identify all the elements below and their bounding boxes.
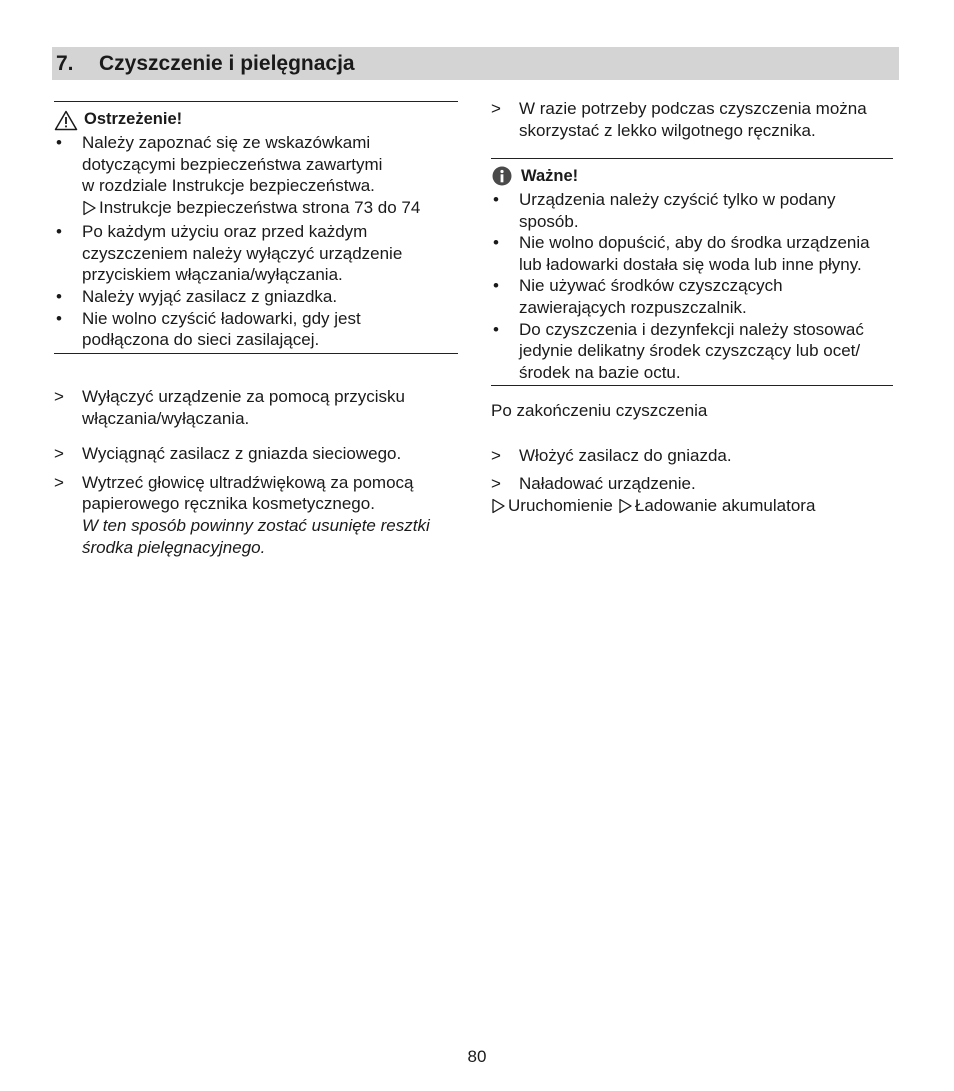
list-item: • Należy zapoznać się ze wskazówkami dotyczącymi bezpieczeństwa zawartymi w rozdziale Instrukcje bezpieczeństwa. Instrukcje bezpieczeństwa strona 73 do 74	[54, 132, 458, 221]
important-item-line: środek na bazie octu.	[519, 362, 681, 382]
warning-item-line: podłączona do sieci zasilającej.	[82, 330, 320, 350]
step-line: skorzystać z lekko wilgotnego ręcznika.	[519, 120, 816, 140]
list-item: • Nie wolno dopuścić, aby do środka urządzenia lub ładowarki dostała się woda lub inne płyny.	[491, 232, 893, 275]
left-steps	[54, 386, 458, 558]
important-box	[491, 158, 893, 386]
step-line: Wyłączyć urządzenie za pomocą przycisku	[82, 387, 405, 406]
cross-reference-text: Instrukcje bezpieczeństwa strona 73 do 74	[99, 197, 421, 217]
important-item-line: zawierających rozpuszczalnik.	[519, 297, 747, 317]
warning-item-line: dotyczącymi bezpieczeństwa zawartymi	[82, 154, 383, 174]
step-marker: >	[54, 444, 64, 464]
important-section	[491, 158, 893, 386]
list-item: • Po każdym użyciu oraz przed każdym czyszczeniem należy wyłączyć urządzenie przyciskiem włączania/wyłączania.	[54, 221, 458, 286]
step-note-line: W ten sposób powinny zostać usunięte resztki	[82, 515, 430, 535]
step-marker: >	[491, 445, 501, 465]
after-cleaning-title: Po zakończeniu czyszczenia	[491, 401, 708, 420]
important-list	[491, 189, 893, 383]
warning-header	[54, 108, 458, 132]
info-icon	[491, 166, 515, 188]
right-column	[491, 98, 893, 141]
step-item	[491, 445, 893, 467]
step-line: włączania/wyłączania.	[82, 408, 250, 428]
section-number: 7.	[56, 51, 74, 75]
step-line: Wyciągnąć zasilacz z gniazda sieciowego.	[82, 444, 402, 464]
list-item: • Urządzenia należy czyścić tylko w podany sposób.	[491, 189, 893, 232]
important-item-line: sposób.	[519, 211, 579, 231]
cross-reference-text: Uruchomienie	[508, 495, 613, 515]
step-marker: >	[54, 387, 64, 406]
step-item	[54, 443, 458, 465]
step-marker: >	[54, 472, 64, 492]
warning-item-line: Po każdym użyciu oraz przed każdym	[82, 222, 368, 242]
after-cleaning-section	[491, 400, 893, 519]
step-line: Naładować urządzenie.	[519, 474, 696, 494]
important-item-line: Do czyszczenia i dezynfekcji należy stosować	[519, 319, 864, 339]
step-line: Wytrzeć głowicę ultradźwiękową za pomocą	[82, 472, 414, 492]
page-number: 80	[467, 1047, 487, 1066]
important-item-line: lub ładowarki dostała się woda lub inne płyny.	[519, 254, 862, 274]
step-line: papierowego ręcznika kosmetycznego.	[82, 494, 375, 514]
important-item-line: Nie używać środków czyszczących	[519, 276, 783, 296]
step-item	[491, 473, 893, 495]
warning-title: Ostrzeżenie!	[84, 110, 183, 129]
arrow-right-icon	[82, 200, 97, 216]
important-header	[491, 165, 893, 189]
cross-reference	[82, 197, 420, 219]
important-item-line: Urządzenia należy czyścić tylko w podany	[519, 190, 836, 209]
warning-item-line: Nie wolno czyścić ładowarki, gdy jest	[82, 308, 361, 328]
warning-item-line: Należy wyjąć zasilacz z gniazdka.	[82, 286, 338, 306]
cross-reference-text: Ładowanie akumulatora	[634, 495, 816, 515]
warning-item-line: w rozdziale Instrukcje bezpieczeństwa.	[82, 176, 375, 196]
arrow-right-icon	[618, 498, 633, 514]
list-item: • Do czyszczenia i dezynfekcji należy stosować jedynie delikatny środek czyszczący lub ocet/ środek na bazie octu.	[491, 319, 893, 384]
warning-item-line: czyszczeniem należy wyłączyć urządzenie	[82, 243, 403, 263]
step-line: W razie potrzeby podczas czyszczenia można	[519, 99, 867, 118]
section-heading	[52, 47, 899, 80]
step-item	[54, 472, 458, 558]
warning-item-line: przyciskiem włączania/wyłączania.	[82, 265, 343, 285]
cross-reference	[491, 495, 815, 517]
warning-box	[54, 101, 458, 354]
step-marker: >	[491, 474, 501, 494]
step-item	[491, 98, 893, 141]
step-marker: >	[491, 99, 501, 118]
step-line: Włożyć zasilacz do gniazda.	[519, 445, 732, 465]
list-item: • Należy wyjąć zasilacz z gniazdka.	[54, 286, 458, 308]
important-item-line: jedynie delikatny środek czyszczący lub ocet/	[519, 341, 861, 361]
list-item: • Nie używać środków czyszczących zawierających rozpuszczalnik.	[491, 275, 893, 318]
warning-item-line: Należy zapoznać się ze wskazówkami	[82, 133, 371, 152]
left-column	[54, 101, 458, 354]
step-item	[54, 386, 458, 429]
warning-triangle-icon	[54, 109, 78, 131]
list-item: • Nie wolno czyścić ładowarki, gdy jest podłączona do sieci zasilającej.	[54, 308, 458, 351]
section-title: Czyszczenie i pielęgnacja	[99, 51, 355, 75]
warning-list	[54, 132, 458, 351]
step-note-line: środka pielęgnacyjnego.	[82, 537, 266, 557]
important-title: Ważne!	[521, 167, 579, 186]
important-item-line: Nie wolno dopuścić, aby do środka urządzenia	[519, 233, 870, 253]
arrow-right-icon	[491, 498, 506, 514]
